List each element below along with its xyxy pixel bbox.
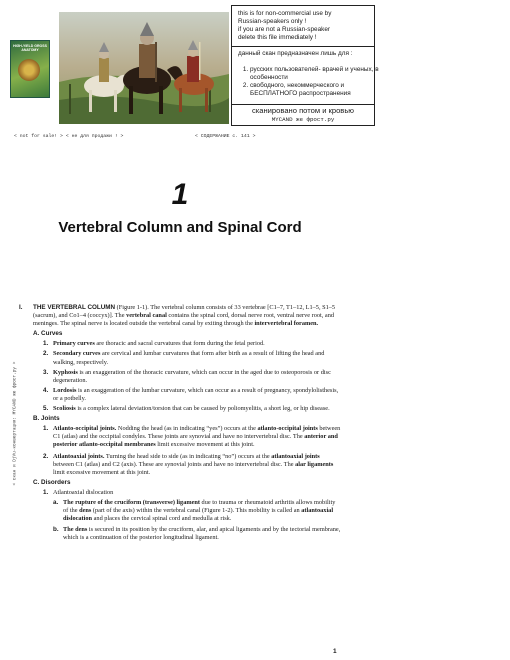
item-number: 1. — [43, 340, 49, 348]
item-term: Lordosis — [53, 386, 77, 394]
subsection-heading: A. Curves — [33, 330, 63, 338]
subsection-curves — [33, 330, 341, 413]
item-text: limit excessive movement at this joint. — [155, 441, 255, 449]
item-term: atlantoaxial dislocation — [63, 507, 334, 523]
item-term: atlanto-occipital joints — [257, 425, 318, 433]
item-number: 3. — [43, 368, 49, 376]
notice-line: this is for non-commercial use by — [238, 10, 332, 17]
intro-text: contains the spinal cord, dorsal nerve root, ventral nerve root, and meninges. The spinal nerve is located outside the vertebral canal by exiting through the — [33, 312, 335, 328]
item-text: Atlantoaxial dislocation — [53, 488, 114, 496]
item-term: anterior and posterior atlanto-occipital membranes — [53, 433, 338, 449]
item-text: is secured in its position by the cruciform, alar, and apical ligaments and by the tectorial membrane, which is a continuation of the posterior longitudinal ligament. — [63, 526, 341, 542]
notice-english — [238, 10, 370, 42]
list-item — [53, 499, 341, 523]
list-item — [43, 350, 341, 366]
nav-not-for-sale: < not for sale! > < не для продажи ! > — [14, 134, 124, 139]
item-text: Nodding the head (as in indicating “yes”) occurs at the — [116, 425, 258, 433]
item-number: 1. — [43, 488, 49, 496]
distribution-notice-box — [231, 5, 379, 126]
list-item — [43, 369, 341, 385]
chapter-number: 1 — [171, 178, 189, 211]
notice-scan-credit: сканировано потом и кровью — [251, 106, 354, 115]
bogatyrs-painting-image — [59, 12, 229, 124]
notice-line: delete this file immediately ! — [238, 34, 317, 41]
notice-russian-list — [238, 66, 380, 98]
list-item — [43, 340, 341, 348]
intro-text: (Figure 1-1). The vertebral column consists of 33 vertebrae [C1–7, T1–12, L1–5, S1–5 (sacrum), and Co1–4 (coccyx)]. The — [33, 304, 336, 320]
notice-scanner-name: MYCAND же фрост.ру — [271, 116, 335, 123]
subsection-heading: C. Disorders — [33, 478, 71, 486]
item-letter: b. — [53, 526, 59, 534]
subsection-joints — [33, 415, 341, 477]
item-number: 2. — [43, 452, 49, 460]
list-item — [43, 387, 341, 403]
term-intervertebral-foramen: intervertebral foramen. — [254, 320, 319, 328]
item-term: The rupture of the cruciform (transverse) ligament — [63, 498, 200, 506]
item-term: Primary curves — [53, 340, 95, 348]
notice-list-item: 2. свободного, некоммерческого и БЕСПЛАТНОГО распространения — [250, 82, 380, 98]
item-text: (part of the axis) within the vertebral canal (Figure 1-2). This mobility is called an — [91, 507, 302, 515]
item-term: Secondary curves — [53, 350, 101, 358]
item-text: limit excessive movement at this joint. — [53, 468, 151, 476]
notice-list-item: 1. русских пользователей- врачей и ученых, в особенности — [250, 66, 380, 82]
item-term: Atlantoaxial joints. — [53, 452, 105, 460]
notice-russian-heading: данный скан предназначен лишь для : — [238, 50, 353, 57]
item-number: 1. — [43, 425, 49, 433]
item-term: Kyphosis — [53, 368, 78, 376]
nav-contents-link[interactable]: < СОДЕРЖАНИЕ с. 141 > — [195, 134, 256, 139]
item-text: are cervical and lumbar curvatures that form after birth as a result of lifting the head and walking, respectively. — [53, 350, 325, 366]
section-intro — [33, 304, 341, 328]
divider — [232, 104, 374, 105]
chapter-title: Vertebral Column and Spinal Cord — [58, 219, 302, 236]
item-text: and places the cervical spinal cord and medulla at risk. — [92, 515, 232, 523]
page-number: 1 — [333, 648, 337, 655]
item-term: The dens — [63, 526, 88, 534]
item-text: between C1 (atlas) and C2 (axis). These are synovial joints and have no intervertebral disc. The — [53, 460, 296, 468]
section-vertebral-column — [19, 304, 341, 542]
item-letter: a. — [53, 498, 59, 506]
list-item — [43, 405, 341, 413]
item-term: Scoliosis — [53, 405, 76, 413]
item-term: atlantoaxial joints — [271, 452, 320, 460]
section-number: I. — [19, 304, 23, 311]
notice-line: if you are not a Russian-speaker — [238, 26, 331, 33]
item-text: Turning the head side to side (as in indicating “no”) occurs at the — [104, 452, 272, 460]
item-number: 4. — [43, 386, 49, 394]
book-cover-thumbnail — [10, 40, 50, 98]
list-item — [53, 526, 341, 542]
section-heading: THE VERTEBRAL COLUMN — [33, 304, 116, 311]
item-number: 2. — [43, 350, 49, 358]
item-text: is a complex lateral deviation/torsion that can be caused by poliomyelitis, a short leg, or hip disease. — [75, 405, 330, 413]
term-vertebral-canal: vertebral canal — [126, 312, 167, 320]
item-number: 5. — [43, 405, 49, 413]
item-text: due to trauma or rheumatoid arthritis allows mobility of the — [63, 498, 336, 515]
divider — [232, 46, 374, 47]
item-term: alar ligaments — [295, 460, 334, 468]
item-text: between C1 (atlas) and the occipital condyles. These joints are synovial and have no intervertebral disc. The — [53, 425, 341, 441]
cover-title: HIGH-YIELD GROSS ANATOMY — [13, 44, 47, 52]
item-term: Atlanto-occipital joints. — [53, 425, 117, 433]
subsection-heading: B. Joints — [33, 415, 60, 423]
item-text: is an exaggeration of the thoracic curvature, which can occur in the aged due to osteoporosis or disc degeneration. — [53, 368, 331, 384]
item-term: dens — [79, 507, 92, 515]
subsection-disorders — [33, 479, 341, 543]
item-text: is an exaggeration of the lumbar curvature, which can occur as a result of pregnancy, spondylolisthesis, or a potbelly. — [53, 386, 339, 402]
notice-line: Russian-speakers only ! — [238, 18, 307, 25]
cover-emblem — [18, 59, 40, 81]
list-item — [43, 453, 341, 477]
list-item — [43, 489, 341, 497]
side-credit-text: < скан и DjVu-конвертация: MYCAND же фрост.ру > — [12, 361, 18, 486]
header-painting — [59, 12, 229, 124]
list-item — [43, 425, 341, 449]
item-text: are thoracic and sacral curvatures that form during the fetal period. — [94, 340, 265, 348]
